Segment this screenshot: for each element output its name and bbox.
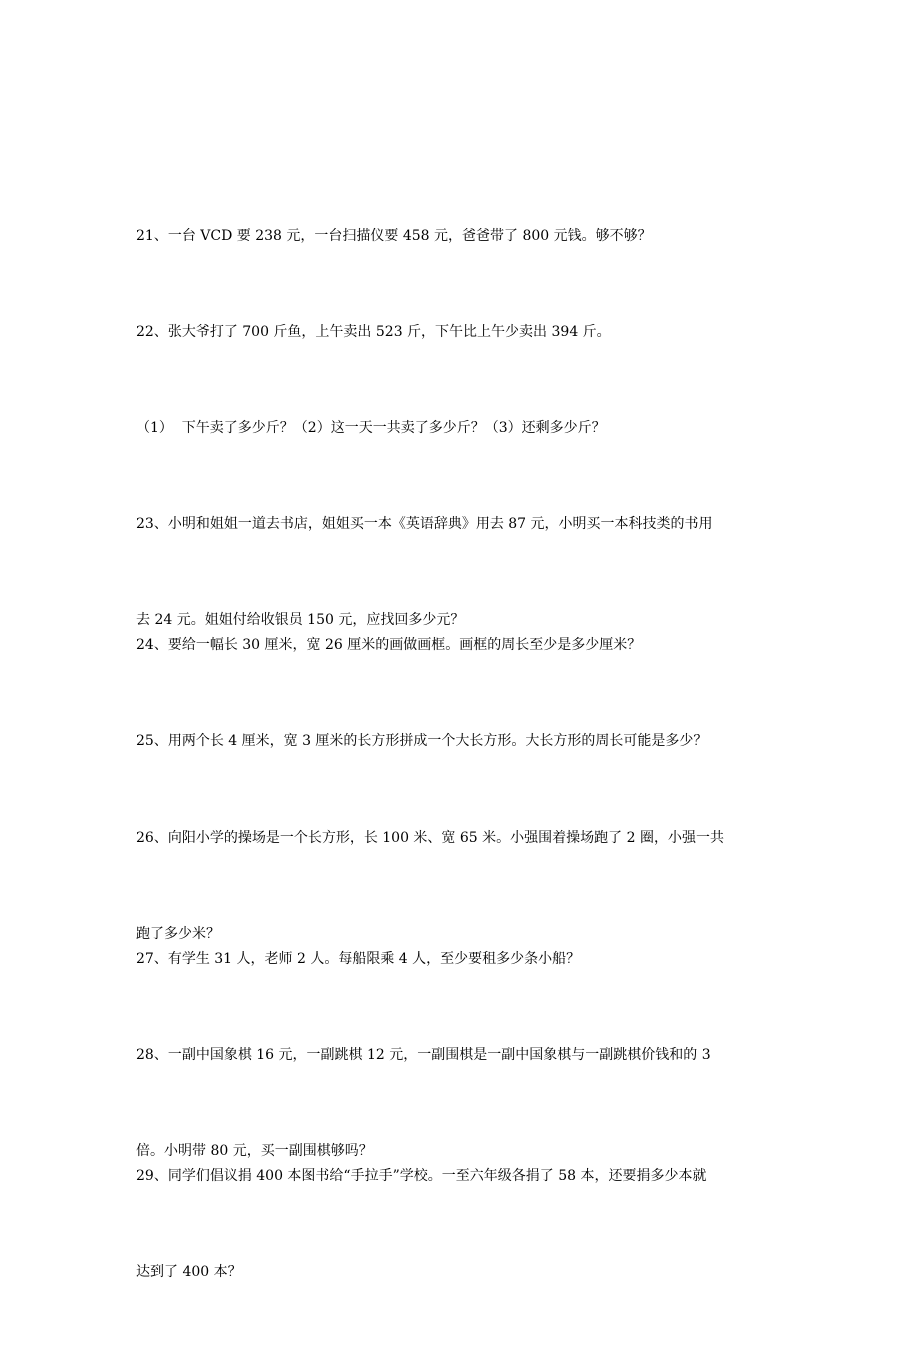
problem-28-line-2: 倍。小明带 80 元，买一副围棋够吗？ [136,1143,373,1159]
problem-26-line-1: 26、向阳小学的操场是一个长方形，长 100 米、宽 65 米。小强围着操场跑了 2 圈，小强一共 [136,830,724,846]
problem-21-line-1: 21、一台 VCD 要 238 元，一台扫描仪要 458 元，爸爸带了 800 元钱。够不够？ [136,228,652,244]
problem-29-line-1: 29、同学们倡议捐 400 本图书给“手拉手”学校。一至六年级各捐了 58 本，还要捐多少本就 [136,1168,707,1184]
problem-28-line-1: 28、一副中国象棋 16 元，一副跳棋 12 元，一副围棋是一副中国象棋与一副跳棋价钱和的 3 [136,1047,711,1063]
problem-26-line-2: 跑了多少米？ [136,926,220,942]
problem-22-sub-line-1: （1） 下午卖了多少斤？（2）这一天一共卖了多少斤？（3）还剩多少斤？ [136,420,606,436]
problem-29-line-2: 达到了 400 本？ [136,1264,242,1280]
problem-22-line-1: 22、张大爷打了 700 斤鱼，上午卖出 523 斤，下午比上午少卖出 394 斤。 [136,324,611,340]
problem-23-line-1: 23、小明和姐姐一道去书店，姐姐买一本《英语辞典》用去 87 元，小明买一本科技类的书用 [136,516,713,532]
problem-25-line-1: 25、用两个长 4 厘米，宽 3 厘米的长方形拼成一个大长方形。大长方形的周长可能是多少？ [136,733,708,749]
problem-23-line-2: 去 24 元。姐姐付给收银员 150 元，应找回多少元？ [136,612,465,628]
problem-29 [136,1096,796,1352]
problem-24-line-1: 24、要给一幅长 30 厘米，宽 26 厘米的画做画框。画框的周长至少是多少厘米？ [136,637,642,653]
problem-27-line-1: 27、有学生 31 人，老师 2 人。每船限乘 4 人，至少要租多少条小船？ [136,951,581,967]
